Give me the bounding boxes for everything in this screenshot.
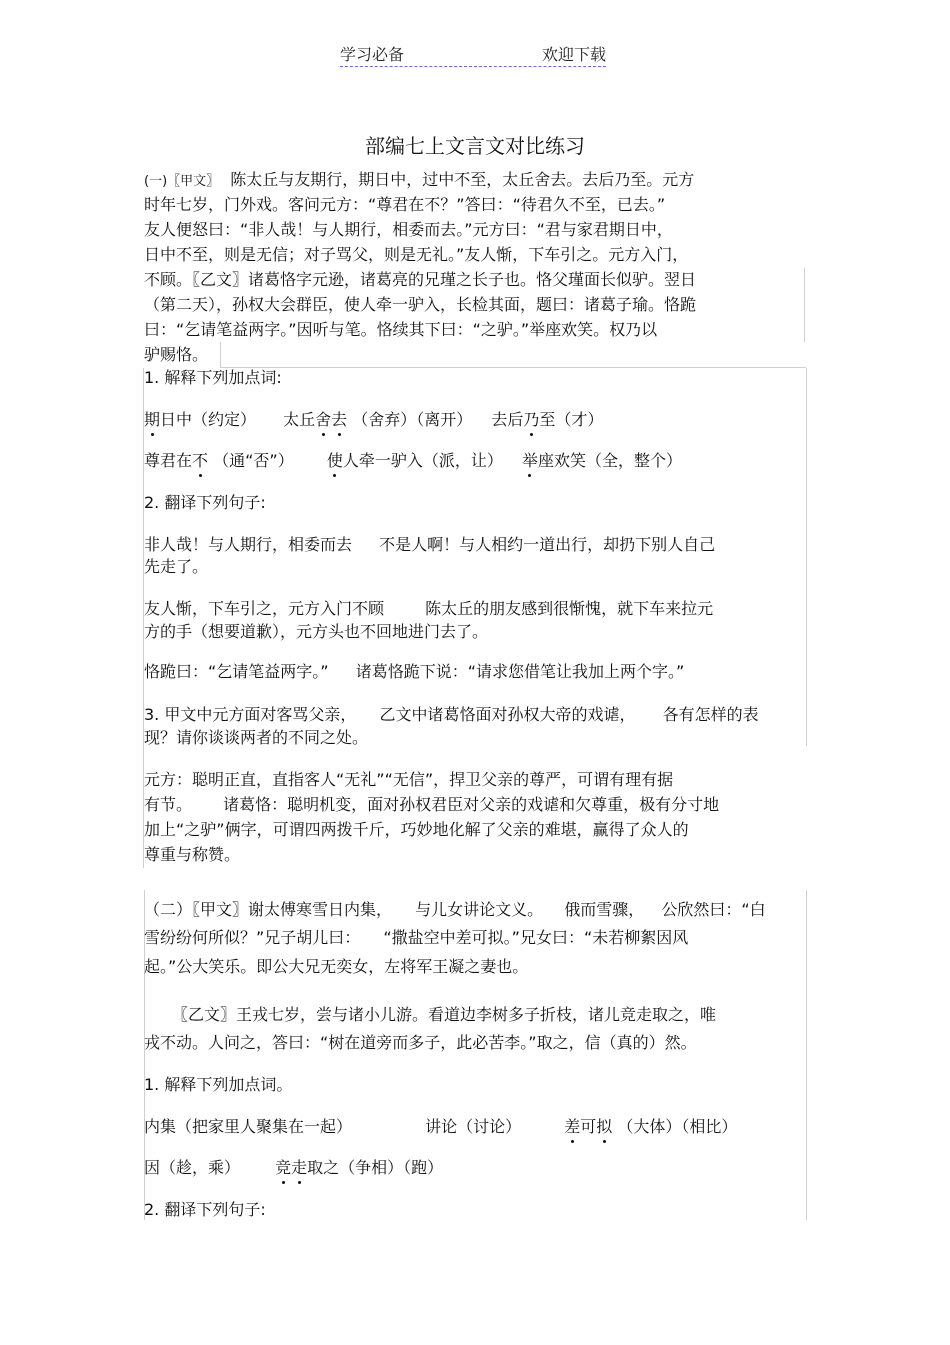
passage-line [144,928,688,948]
original-sentence: 非人哉！与人期行，相委而去 [144,535,353,554]
passage-line: 日中不至，则是无信；对子骂父，则是无礼。”友人惭，下车引之。元方入门， [144,245,689,264]
vocab-text: 去后 [491,410,524,429]
dotted-char: 期 [144,410,161,429]
vocab-row [144,1117,737,1137]
passage-text: 公欣然曰：“白 [661,900,766,919]
question-3-part: 3. 甲文中元方面对客骂父亲， [144,705,357,724]
passage-text: 雪纷纷何所似？”兄子胡儿曰： [144,928,361,947]
translation-line: 方的手（想要道歉），元方头也不回地进门去了。 [144,622,489,641]
passage-line: 不顾。〖乙文〗诸葛恪字元逊，诸葛亮的兄瑾之长子也。恪父瑾面长似驴。翌日 [144,270,697,289]
translation-line [144,599,713,619]
dotted-char: 举 [521,451,538,470]
answer-line: 加上“之驴”俩字，可谓四两拨千斤，巧妙地化解了父亲的难堪，赢得了众人的 [144,820,689,839]
header-right-text: 欢迎下载 [541,45,606,64]
translation-text: 不是人啊！与人相约一道出行，却扔下别人自己 [379,535,716,554]
dotted-char: 去 [331,410,348,429]
original-sentence: 恪跪曰：“乞请笔益两字。” [144,662,329,681]
passage-line: 时年七岁，门外戏。客问元方：“尊君在不？”答曰：“待君久不至，已去。” [144,195,666,214]
frame-line [804,268,805,342]
section-label: (一)〖甲文〗 [144,174,220,189]
question-3-line: 现？请你谈谈两者的不同之处。 [144,728,369,747]
vocab-text: 人牵一驴入（派，让） [342,451,503,470]
vocab-text: 尊君在 [144,451,193,470]
passage-line: 起。”公大笑乐。即公大兄无奕女，左将军王凝之妻也。 [144,957,529,976]
vocab-text: （大体）（相比） [617,1117,738,1136]
vocab-text: （通“否”） [213,451,294,470]
passage-text: （二）〖甲文〗谢太傅寒雪日内集， [144,900,393,919]
answer-text: 有节。 [144,795,193,814]
question-1: 1. 解释下列加点词。 [144,1075,293,1094]
dotted-char: 竞 [275,1158,292,1177]
passage-text: 与儿女讲论文义。 [415,900,544,919]
header-left-text: 学习必备 [340,45,405,64]
question-3-part: 各有怎样的表 [662,705,759,724]
translation-line [144,662,684,682]
vocab-text: 座欢笑（全，整个） [537,451,682,470]
translation-text: 诸葛恪跪下说：“请求您借笔让我加上两个字。” [355,662,685,681]
passage-line [144,170,694,192]
question-2: 2. 翻译下列句子: [144,1200,266,1219]
vocab-row [144,410,603,430]
passage-text: 俄而雪骤， [564,900,645,919]
passage-line [144,900,766,920]
question-2: 2. 翻译下列句子: [144,493,266,512]
translation-line: 先走了。 [144,557,209,576]
vocab-row [144,451,682,471]
passage-text: 陈太丘与友期行，期日中，过中不至，太丘舍去。去后乃至。元方 [230,170,695,189]
vocab-text: 可 [580,1117,597,1136]
dotted-char: 差 [564,1117,581,1136]
vocab-text: 日中（约定） [160,410,257,429]
question-3 [144,705,759,725]
vocab-text: （舍弃）（离开） [352,410,473,429]
dotted-char: 舍 [315,410,332,429]
dotted-char: 乃 [523,410,540,429]
frame-line [806,890,807,1220]
vocab-text: 至（才） [539,410,604,429]
answer-line [144,795,719,815]
passage-line: 〖乙文〗王戎七岁，尝与诸小儿游。看道边李树多子折枝，诸儿竞走取之，唯 [172,1005,717,1024]
page-title: 部编七上文言文对比练习 [365,134,585,158]
question-3-part: 乙文中诸葛恪面对孙权大帝的戏谑， [379,705,636,724]
vocab-row [144,1158,443,1178]
passage-line: 戎不动。人问之，答曰：“树在道旁而多子，此必苦李。”取之，信（真的）然。 [144,1033,697,1052]
vocab-text: 讲论（讨论） [425,1117,522,1136]
passage-line: 曰：“乞请笔益两字。”因听与笔。恪续其下曰：“之驴。”举座欢笑。权乃以 [144,320,658,339]
passage-text: “撒盐空中差可拟。”兄女曰：“未若柳絮因风 [383,928,689,947]
dotted-char: 走 [291,1158,308,1177]
question-1: 1. 解释下列加点词: [144,368,282,387]
vocab-text: 取之（争相）（跑） [307,1158,444,1177]
answer-line: 元方：聪明正直，直指客人“无礼”“无信”，捍卫父亲的尊严，可谓有理有据 [144,770,674,789]
frame-line [806,368,807,746]
dotted-char: 不 [192,451,209,470]
passage-line: 友人便怒曰：“非人哉！与人期行，相委而去。”元方曰：“君与家君期日中， [144,220,673,239]
translation-text: 陈太丘的朋友感到很惭愧，就下车来拉元 [425,599,714,618]
frame-line [220,342,221,368]
vocab-text: 因（趁，乘） [144,1158,241,1177]
passage-line: 驴赐恪。 [144,345,209,364]
page-header [340,42,606,67]
original-sentence: 友人惭，下车引之，元方入门不顾 [144,599,385,618]
vocab-text: 太丘 [283,410,316,429]
dotted-char: 使 [326,451,343,470]
vocab-text: 内集（把家里人聚集在一起） [144,1117,353,1136]
translation-line [144,535,715,555]
dotted-char: 拟 [596,1117,613,1136]
answer-line: 尊重与称赞。 [144,845,241,864]
frame-line [220,367,806,368]
answer-text: 诸葛恪：聪明机变，面对孙权君臣对父亲的戏谑和欠尊重，极有分寸地 [223,795,720,814]
passage-line: （第二天），孙权大会群臣，使人牵一驴入，长检其面，题曰：诸葛子瑜。恪跪 [144,295,697,314]
